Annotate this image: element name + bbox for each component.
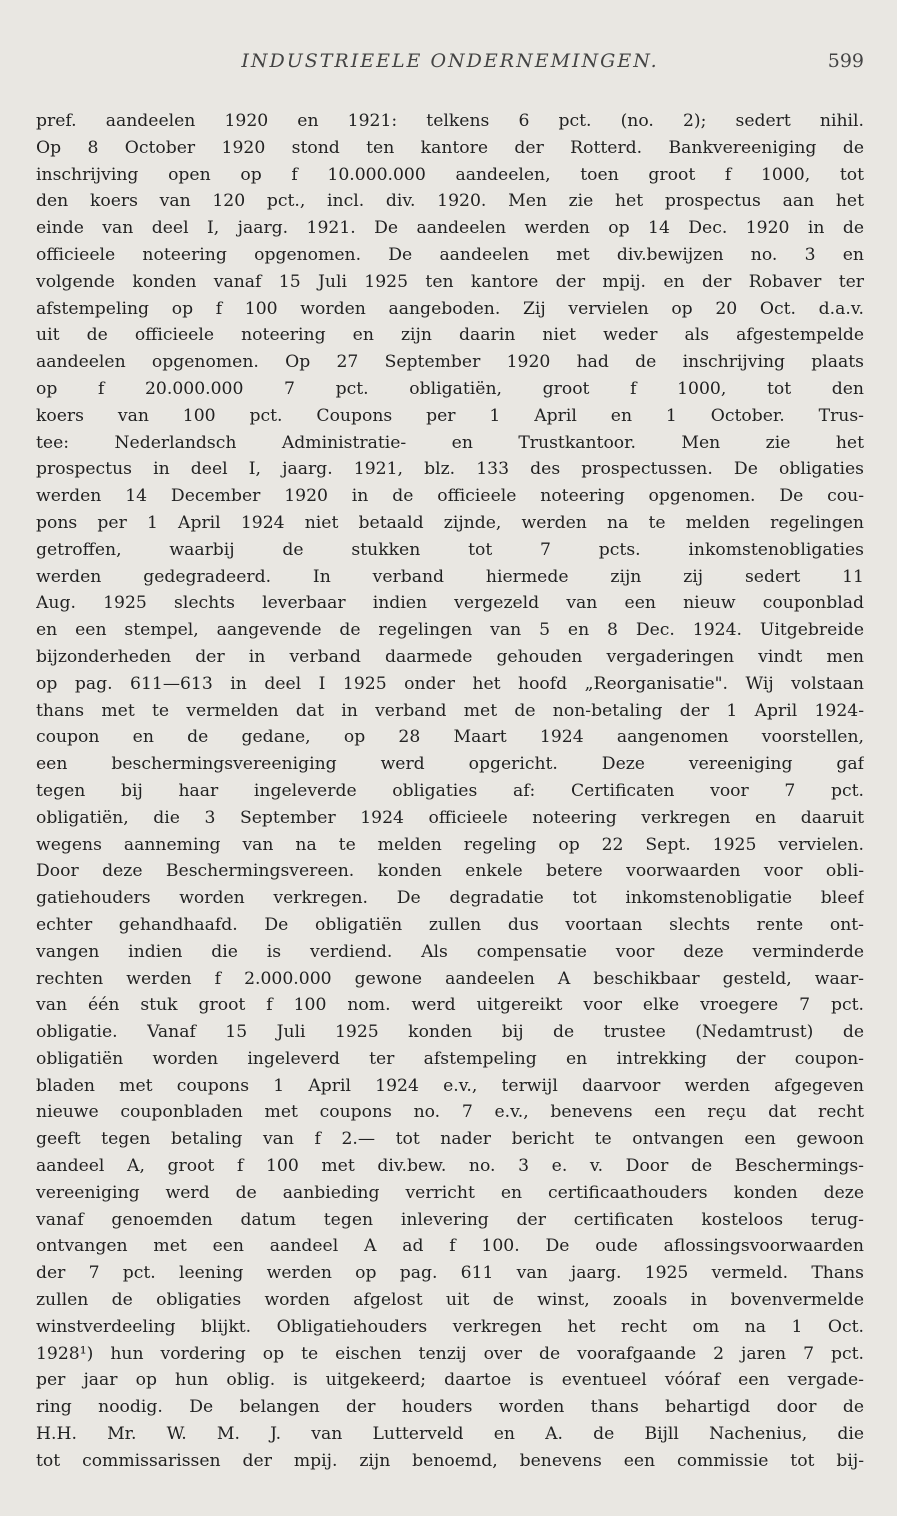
text-line: vereeniging werd de aanbieding verricht en certificaathouders konden deze xyxy=(36,1182,864,1203)
text-line: obligatie. Vanaf 15 Juli 1925 konden bij de trustee (Nedamtrust) de xyxy=(36,1022,864,1043)
text-line: Aug. 1925 slechts leverbaar indien vergezeld van een nieuw couponblad xyxy=(36,593,864,614)
text-line: obligatiën, die 3 September 1924 officieele noteering verkregen en daaruit xyxy=(36,807,864,828)
text-line: den koers van 120 pct., incl. div. 1920. Men zie het prospectus aan het xyxy=(36,191,864,212)
text-line: prospectus in deel I, jaarg. 1921, blz. 133 des prospectussen. De obligaties xyxy=(36,459,864,480)
text-line: inschrijving open op f 10.000.000 aandeelen, toen groot f 1000, tot xyxy=(36,164,864,185)
text-line: geeft tegen betaling van f 2.— tot nader bericht te ontvangen een gewoon xyxy=(36,1129,864,1150)
text-line: zullen de obligaties worden afgelost uit de winst, zooals in bovenvermelde xyxy=(36,1290,864,1311)
text-line: ring noodig. De belangen der houders worden thans behartigd door de xyxy=(36,1397,864,1418)
text-line: tee: Nederlandsch Administratie- en Trustkantoor. Men zie het xyxy=(36,432,864,453)
text-line: bijzonderheden der in verband daarmede gehouden vergaderingen vindt men xyxy=(36,646,864,667)
text-line: koers van 100 pct. Coupons per 1 April en 1 October. Trus- xyxy=(36,405,864,426)
text-line: officieele noteering opgenomen. De aandeelen met div.bewijzen no. 3 en xyxy=(36,244,864,265)
text-line: pref. aandeelen 1920 en 1921: telkens 6 pct. (no. 2); sedert nihil. xyxy=(36,111,864,131)
text-line: nieuwe couponbladen met coupons no. 7 e.v., benevens een reçu dat recht xyxy=(36,1102,864,1123)
text-line: uit de officieele noteering en zijn daarin niet weder als afgestempelde xyxy=(36,325,864,346)
text-line: coupon en de gedane, op 28 Maart 1924 aangenomen voorstellen, xyxy=(36,727,864,748)
text-line: een beschermingsvereeniging werd opgericht. Deze vereeniging gaf xyxy=(36,754,864,775)
text-line: Op 8 October 1920 stond ten kantore der Rotterd. Bankvereeniging de xyxy=(36,137,864,158)
text-line: tegen bij haar ingeleverde obligaties af: Certificaten voor 7 pct. xyxy=(36,780,864,801)
text-line: obligatiën worden ingeleverd ter afstempeling en intrekking der coupon- xyxy=(36,1048,864,1069)
text-line: pons per 1 April 1924 niet betaald zijnde, werden na te melden regelingen xyxy=(36,512,864,533)
text-line: vangen indien die is verdiend. Als compensatie voor deze verminderde xyxy=(36,941,864,962)
text-line: rechten werden f 2.000.000 gewone aandeelen A beschikbaar gesteld, waar- xyxy=(36,968,864,989)
page-number: 599 xyxy=(827,50,864,72)
text-line: H.H. Mr. W. M. J. van Lutterveld en A. de Bijll Nachenius, die xyxy=(36,1424,864,1445)
text-line: per jaar op hun oblig. is uitgekeerd; daartoe is eventueel vóóraf een vergade- xyxy=(36,1370,864,1391)
text-line: einde van deel I, jaarg. 1921. De aandeelen werden op 14 Dec. 1920 in de xyxy=(36,218,864,239)
body-text xyxy=(36,108,864,1475)
text-line: winstverdeeling blijkt. Obligatiehouders verkregen het recht om na 1 Oct. xyxy=(36,1316,864,1337)
text-line: wegens aanneming van na te melden regeling op 22 Sept. 1925 vervielen. xyxy=(36,834,864,855)
text-line: 1928¹) hun vordering op te eischen tenzij over de voorafgaande 2 jaren 7 pct. xyxy=(36,1343,864,1364)
text-line: werden gedegradeerd. In verband hiermede zijn zij sedert 11 xyxy=(36,566,864,587)
text-line: en een stempel, aangevende de regelingen van 5 en 8 Dec. 1924. Uitgebreide xyxy=(36,620,864,641)
text-line: op f 20.000.000 7 pct. obligatiën, groot f 1000, tot den xyxy=(36,378,864,399)
text-line: werden 14 December 1920 in de officieele noteering opgenomen. De cou- xyxy=(36,486,864,507)
text-line: echter gehandhaafd. De obligatiën zullen dus voortaan slechts rente ont- xyxy=(36,914,864,935)
text-line: aandeelen opgenomen. Op 27 September 1920 had de inschrijving plaats xyxy=(36,352,864,373)
page-header xyxy=(36,50,864,90)
running-head: INDUSTRIEELE ONDERNEMINGEN. xyxy=(241,50,659,72)
text-line: op pag. 611—613 in deel I 1925 onder het hoofd „Reorganisatie". Wij volstaan xyxy=(36,673,864,694)
text-line: getroffen, waarbij de stukken tot 7 pcts. inkomstenobligaties xyxy=(36,539,864,560)
text-line: tot commissarissen der mpij. zijn benoemd, benevens een commissie tot bij- xyxy=(36,1450,864,1471)
text-line: der 7 pct. leening werden op pag. 611 van jaarg. 1925 vermeld. Thans xyxy=(36,1263,864,1284)
text-line: ontvangen met een aandeel A ad f 100. De oude aflossingsvoorwaarden xyxy=(36,1236,864,1257)
text-line: van één stuk groot f 100 nom. werd uitgereikt voor elke vroegere 7 pct. xyxy=(36,995,864,1016)
text-line: thans met te vermelden dat in verband met de non-betaling der 1 April 1924- xyxy=(36,700,864,721)
text-line: gatiehouders worden verkregen. De degradatie tot inkomstenobligatie bleef xyxy=(36,888,864,909)
text-line: volgende konden vanaf 15 Juli 1925 ten kantore der mpij. en der Robaver ter xyxy=(36,271,864,292)
text-line: bladen met coupons 1 April 1924 e.v., terwijl daarvoor werden afgegeven xyxy=(36,1075,864,1096)
text-line: aandeel A, groot f 100 met div.bew. no. 3 e. v. Door de Beschermings- xyxy=(36,1156,864,1177)
text-line: vanaf genoemden datum tegen inlevering der certificaten kosteloos terug- xyxy=(36,1209,864,1230)
text-line: Door deze Beschermingsvereen. konden enkele betere voorwaarden voor obli- xyxy=(36,861,864,882)
text-line: afstempeling op f 100 worden aangeboden. Zij vervielen op 20 Oct. d.a.v. xyxy=(36,298,864,319)
